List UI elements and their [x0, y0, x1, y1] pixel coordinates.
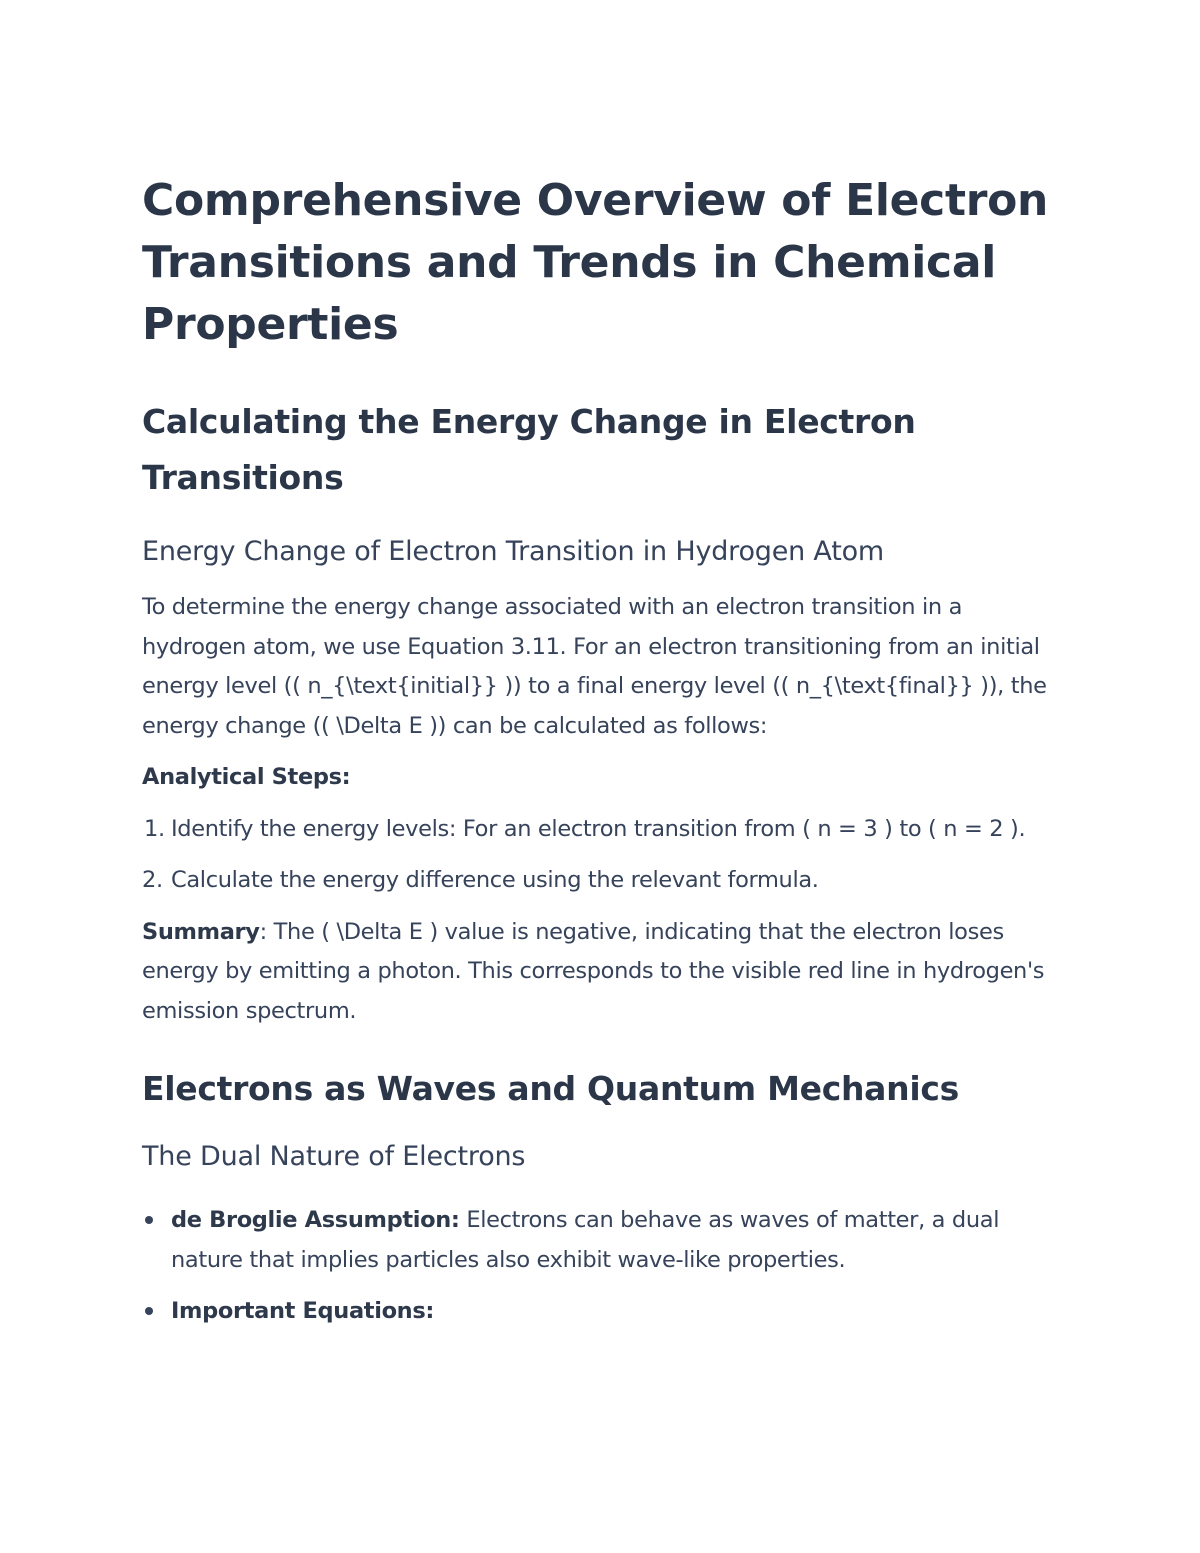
list-item [142, 1292, 1064, 1332]
bullet-icon [145, 1307, 153, 1315]
intro-paragraph: To determine the energy change associated with an electron transition in a hydrogen atom, we use Equation 3.11. For an electron transitioning from an initial energy level (( n_{\text{initial}} )) to a final energy level (( n_{\text{final}} )), the energy change (( \Delta E )) can be calculated as follows: [142, 594, 1047, 739]
subheading-dual-nature: The Dual Nature of Electrons [142, 1141, 526, 1172]
list-item-text: Calculate the energy difference using the relevant formula. [171, 867, 819, 893]
analytical-steps-label [142, 758, 1064, 798]
document-title: Comprehensive Overview of Electron Transitions and Trends in Chemical Properties [142, 175, 1049, 350]
list-item-text: Identify the energy levels: For an electron transition from ( n = 3 ) to ( n = 2 ). [171, 815, 1026, 842]
list-number: 1. [144, 815, 165, 842]
bullet-icon [145, 1216, 153, 1224]
summary-label: Summary [142, 918, 260, 945]
bullet-list [142, 1201, 1064, 1332]
list-number: 2. [142, 867, 163, 893]
bullet-text: Electrons can behave as waves of matter, a dual nature that implies particles also exhibit wave-like properties. [171, 1207, 1000, 1273]
section-heading-electrons-waves: Electrons as Waves and Quantum Mechanics [142, 1069, 959, 1108]
summary-text: : The ( \Delta E ) value is negative, indicating that the electron loses energy by emitting a photon. This corresponds to the visible red line in hydrogen's emission spectrum. [142, 918, 1045, 1024]
document-page [142, 170, 1064, 1332]
section-heading-energy-change: Calculating the Energy Change in Electron Transitions [142, 402, 916, 497]
list-item [142, 861, 1064, 901]
list-item [142, 810, 1064, 850]
subheading-hydrogen-transition: Energy Change of Electron Transition in Hydrogen Atom [142, 536, 885, 567]
list-item [142, 1201, 1064, 1280]
analytical-steps-label-text: Analytical Steps: [142, 764, 351, 790]
steps-list [142, 810, 1064, 901]
summary-paragraph [142, 913, 1064, 1032]
bullet-label: Important Equations: [171, 1298, 435, 1324]
bullet-label: de Broglie Assumption: [171, 1207, 460, 1233]
